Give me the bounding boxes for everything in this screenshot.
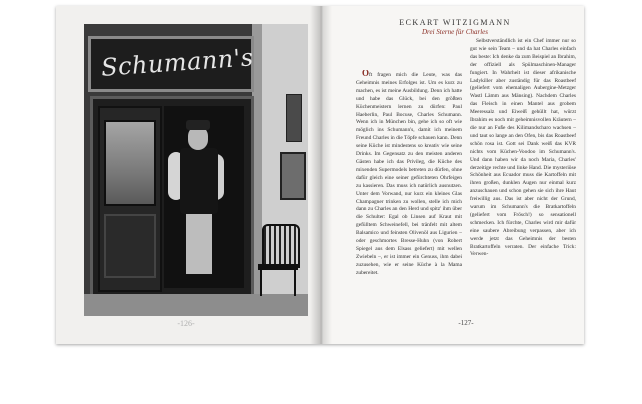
page-number-right: -127-	[458, 319, 474, 327]
text-column-1	[356, 70, 462, 320]
photo-chair-back	[262, 224, 300, 268]
photo-sign-text: Schumann's	[100, 43, 255, 82]
photo-man-body	[180, 148, 218, 214]
photo-chair-seat	[258, 264, 298, 270]
paragraph-text: ft fragen mich die Leute, was das Geheimnis meines Erfolges ist. Um es kurz zu machen, es ist meine Ausbildung. Denn ich hatte und habe das Glück, bei den größten Küchenmeistern lernen zu dürfen: Paul Haeberlin, Paul Bocuse, Charles Schumann. Wenn ich in München bin, gehe ich so oft wie möglich ins Schumann's, damit ich meinem Freund Charles in die Töpfe schauen kann. Denn seine Küche ist mindestens so kreativ wie seine Drinks. Im Gegensatz zu den meisten anderen Gästen habe ich das Privileg, die Küche des mixenden Supermodels betreten zu dürfen, ohne dafür gleich eine seiner gefürchteten Ohrfeigen zu kassieren. Das muss ich natürlich ausnutzen. Unter dem Vorwand, nur kurz ein kleines Glas Champagner trinken zu wollen, stelle ich mich dann zu Charles an den Herd und spitz' ihm über die Schulter: Egal ob Linsen auf Kraut mit gefülltem Schweinefell, bei tränfelt mit altem Balsamico und feinsten Olivenöl aus Ligurien – oder geschmortes Bresse-Huhn (von Robert Spiegel aus dem Elsass geliefert) mit wellen Zwiebeln –, er ist immer ein Genuss, ihm dabei zuzusehen, wie er seine Küche à la Mama zubereitet.	[356, 72, 462, 276]
page-number-left: -126-	[177, 319, 195, 328]
photo-man-hat	[186, 120, 210, 130]
photo-chair-leg	[260, 270, 262, 296]
photo-window	[280, 152, 306, 200]
book-gutter	[310, 6, 332, 344]
paragraph	[356, 70, 462, 278]
running-head: ECKART WITZIGMANN	[399, 18, 511, 27]
right-page	[320, 6, 584, 344]
photo-chair-leg	[294, 270, 296, 296]
left-page	[56, 6, 320, 344]
photo-door-glass	[104, 120, 156, 206]
photo-small-sign	[286, 94, 302, 142]
photograph	[84, 24, 308, 316]
book-spread	[56, 6, 584, 344]
photo-shop-sign	[88, 36, 254, 92]
running-subtitle: Drei Sterne für Charles	[421, 28, 489, 36]
photo-door-panel	[104, 214, 156, 278]
paragraph: Selbstverständlich ist ein Chef immer nur so gut wie sein Team – und da hat Charles einfach das beste: Ich denke da zum Beispiel an Ibrahim, der offiziell als Spülmaschinen-Manager fungiert. In Wahrheit ist dieser afrikanische Ladykiller aber zuständig für das Roastbeef (geliefert vom ehemaligen Aubergine-Metzger Wastl Lämm aus Mänsing). Nachdem Charles das Fleisch in einen Mantel aus grobem Meeressalz und Eiweiß gehüllt hat, würzt Ibrahim es noch mit geheimnisvollen Kräutern – die nur an Fuße des Kilimandscharo wachsen – und taut so lange an den Ofen, bis das Roastbeef schön rosa ist. Gott sei Dank weiß das KVR nichts vom Küchen-Voodoo im Schumann's. Und dann haben wir da noch Maria, Charles' derzeitige rechte und linke Hand. Die mysteriöse Schönheit aus Ecuador muss die Kartoffeln mit ihren großen, dunklen Augen nur einmal kurz anzuschauen und schon gehen sie sich ihre Haut freiwillig aus. Das ist aber nicht der Grund, warum im Schumann's die Bratkartoffeln (geliefert vom Frösch!) so sensationell schmecken. Ich fürchte, Charles wird mir dafür eine saubere Abreibung verpassen, aber ich werde jetzt das Geheimnis der besten Bratkartoffeln verraten. Der einfache Trick: Verwen-	[470, 38, 576, 258]
photo-step	[84, 294, 308, 316]
drop-cap: O	[362, 70, 370, 78]
text-column-2	[470, 38, 576, 316]
photo-man-legs	[186, 214, 212, 274]
